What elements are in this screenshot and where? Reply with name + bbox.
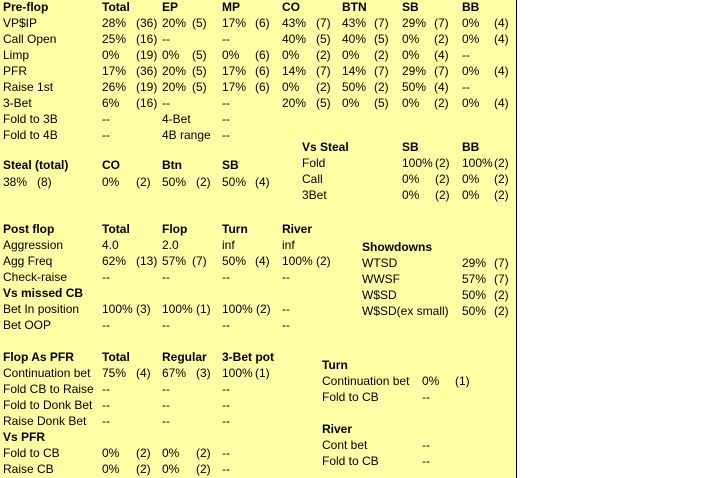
steal-header: Steal (total) xyxy=(3,158,69,172)
vs-missed-cb-cell-count: (1) xyxy=(196,302,211,316)
postflop-header: Flop xyxy=(162,222,188,236)
preflop-cell-value: 17% xyxy=(222,64,247,78)
postflop-header: Post flop xyxy=(3,222,55,236)
preflop-cell-count: (7) xyxy=(374,16,389,30)
flop-pfr-cell-value: 67% xyxy=(162,366,187,380)
vs-missed-cb-cell-value: -- xyxy=(282,302,290,316)
postflop-header: Total xyxy=(102,222,130,236)
showdown-row-value: 29% xyxy=(462,256,487,270)
postflop-cell-count: (7) xyxy=(192,254,207,268)
preflop-cell-count: (36) xyxy=(136,64,158,78)
vs-pfr-row-label: Fold to CB xyxy=(3,446,60,460)
preflop-cell-count: (19) xyxy=(136,48,158,62)
preflop-cell-count: (2) xyxy=(374,80,389,94)
postflop-cell-value: inf xyxy=(282,238,295,252)
preflop-cell-value: 20% xyxy=(162,80,187,94)
vs-missed-cb-cell-value: -- xyxy=(282,318,290,332)
flop-pfr-cell-value: -- xyxy=(222,414,230,428)
preflop-cell-count: (5) xyxy=(192,80,207,94)
four-bet-value: -- xyxy=(222,112,230,126)
vs-steal-cell-value: 100% xyxy=(462,156,493,170)
river-title: River xyxy=(322,422,353,436)
steal-cell-value: 50% xyxy=(222,175,247,189)
preflop-cell-value: -- xyxy=(162,96,170,110)
flop-pfr-cell-value: 100% xyxy=(222,366,253,380)
preflop-cell-value: 25% xyxy=(102,32,127,46)
preflop-cell-value: 20% xyxy=(162,16,187,30)
flop-pfr-row-label: Raise Donk Bet xyxy=(3,414,87,428)
postflop-cell-count: (4) xyxy=(255,254,270,268)
river-row-value: -- xyxy=(422,454,430,468)
steal-cell-value: 38% xyxy=(3,175,28,189)
preflop-header: BTN xyxy=(342,0,367,14)
preflop-row-label: PFR xyxy=(3,64,27,78)
turn-row-label: Continuation bet xyxy=(322,374,410,388)
vs-pfr-row-label: Raise CB xyxy=(3,462,54,476)
vs-pfr-cell-value: -- xyxy=(222,462,230,476)
preflop-cell-value: 6% xyxy=(102,96,120,110)
preflop-cell-value: 0% xyxy=(162,48,180,62)
preflop-cell-value: 14% xyxy=(342,64,367,78)
flop-pfr-cell-value: -- xyxy=(222,382,230,396)
steal-cell-count: (2) xyxy=(136,175,151,189)
preflop-cell-count: (19) xyxy=(136,80,158,94)
steal-header: SB xyxy=(222,158,239,172)
showdown-row-label: WTSD xyxy=(362,256,398,270)
vs-missed-cb-cell-value: 100% xyxy=(162,302,193,316)
preflop-cell-value: -- xyxy=(462,48,470,62)
vs-steal-cell-count: (2) xyxy=(494,156,509,170)
postflop-cell-value: -- xyxy=(282,270,290,284)
showdown-row-label: WWSF xyxy=(362,272,400,286)
preflop-row-label: 3-Bet xyxy=(3,96,32,110)
postflop-cell-value: 2.0 xyxy=(162,238,179,252)
showdown-row-label: W$SD(ex small) xyxy=(362,304,449,318)
preflop-cell-value: 28% xyxy=(102,16,127,30)
vs-steal-cell-count: (2) xyxy=(494,172,509,186)
fold-to-3b-value: -- xyxy=(102,112,110,126)
vs-steal-row-label: Call xyxy=(302,172,323,186)
four-bet-label: 4-Bet xyxy=(162,112,191,126)
preflop-cell-count: (7) xyxy=(316,64,331,78)
preflop-header: EP xyxy=(162,0,179,14)
preflop-cell-value: 0% xyxy=(462,16,480,30)
turn-title: Turn xyxy=(322,358,348,372)
river-row-label: Cont bet xyxy=(322,438,368,452)
vs-pfr-cell-value: 0% xyxy=(102,446,120,460)
fold-to-4b-label: Fold to 4B xyxy=(3,128,58,142)
preflop-cell-value: 50% xyxy=(342,80,367,94)
preflop-cell-value: 0% xyxy=(282,80,300,94)
preflop-row-label: Call Open xyxy=(3,32,57,46)
postflop-cell-value: -- xyxy=(222,270,230,284)
preflop-cell-count: (36) xyxy=(136,16,158,30)
turn-row-value: -- xyxy=(422,390,430,404)
vs-missed-cb-cell-value: -- xyxy=(222,318,230,332)
postflop-cell-value: 50% xyxy=(222,254,247,268)
steal-header: Btn xyxy=(162,158,182,172)
postflop-cell-count: (13) xyxy=(136,254,158,268)
vs-missed-cb-row-label: Bet OOP xyxy=(3,318,52,332)
vs-steal-cell-count: (2) xyxy=(435,172,450,186)
preflop-header: CO xyxy=(282,0,300,14)
postflop-cell-value: -- xyxy=(102,270,110,284)
preflop-row-label: Limp xyxy=(3,48,30,62)
preflop-cell-count: (7) xyxy=(434,64,449,78)
preflop-cell-value: 40% xyxy=(282,32,307,46)
preflop-cell-count: (4) xyxy=(494,64,509,78)
steal-cell-count: (8) xyxy=(37,175,52,189)
steal-cell-count: (4) xyxy=(255,175,270,189)
preflop-cell-value: 20% xyxy=(162,64,187,78)
postflop-cell-value: 4.0 xyxy=(102,238,119,252)
preflop-cell-value: 20% xyxy=(282,96,307,110)
fold-to-3b-label: Fold to 3B xyxy=(3,112,58,126)
preflop-cell-value: 0% xyxy=(462,64,480,78)
preflop-cell-count: (4) xyxy=(494,32,509,46)
flop-pfr-row-label: Fold CB to Raise xyxy=(3,382,94,396)
vs-missed-cb-row-label: Bet In position xyxy=(3,302,80,316)
steal-cell-value: 0% xyxy=(102,175,120,189)
preflop-cell-count: (5) xyxy=(316,96,331,110)
river-row-value: -- xyxy=(422,438,430,452)
vs-pfr-cell-count: (2) xyxy=(196,462,211,476)
river-row-label: Fold to CB xyxy=(322,454,379,468)
preflop-row-label: Raise 1st xyxy=(3,80,54,94)
flop-pfr-cell-value: -- xyxy=(162,414,170,428)
vs-steal-cell-value: 0% xyxy=(402,188,420,202)
vs-missed-cb-cell-value: -- xyxy=(102,318,110,332)
vs-steal-cell-value: 0% xyxy=(462,172,480,186)
preflop-header: Total xyxy=(102,0,130,14)
preflop-cell-count: (2) xyxy=(316,48,331,62)
flop-pfr-row-label: Continuation bet xyxy=(3,366,91,380)
flop-pfr-row-label: Fold to Donk Bet xyxy=(3,398,93,412)
preflop-cell-count: (2) xyxy=(434,32,449,46)
preflop-cell-count: (7) xyxy=(434,16,449,30)
vs-pfr-cell-value: 0% xyxy=(102,462,120,476)
preflop-cell-value: -- xyxy=(222,96,230,110)
preflop-cell-count: (16) xyxy=(136,96,158,110)
flop-pfr-cell-value: -- xyxy=(102,414,110,428)
preflop-cell-count: (5) xyxy=(374,32,389,46)
vs-missed-cb-title: Vs missed CB xyxy=(3,286,84,300)
steal-cell-value: 50% xyxy=(162,175,187,189)
preflop-cell-value: 14% xyxy=(282,64,307,78)
postflop-header: River xyxy=(282,222,313,236)
four-bet-range-value: -- xyxy=(222,128,230,142)
vs-steal-cell-count: (2) xyxy=(435,156,450,170)
preflop-cell-count: (4) xyxy=(494,16,509,30)
preflop-cell-count: (4) xyxy=(494,96,509,110)
vs-steal-header: BB xyxy=(462,140,480,154)
flop-pfr-header: Total xyxy=(102,350,130,364)
showdown-row-value: 50% xyxy=(462,288,487,302)
preflop-cell-count: (4) xyxy=(434,80,449,94)
postflop-cell-value: -- xyxy=(162,270,170,284)
turn-row-count: (1) xyxy=(455,374,470,388)
preflop-cell-count: (7) xyxy=(316,16,331,30)
flop-pfr-cell-value: 75% xyxy=(102,366,127,380)
showdown-row-value: 57% xyxy=(462,272,487,286)
vs-pfr-cell-count: (2) xyxy=(136,462,151,476)
vs-steal-cell-value: 0% xyxy=(402,172,420,186)
preflop-cell-count: (2) xyxy=(434,96,449,110)
flop-pfr-cell-count: (3) xyxy=(196,366,211,380)
vs-missed-cb-cell-value: 100% xyxy=(222,302,253,316)
vs-pfr-title: Vs PFR xyxy=(3,430,46,444)
postflop-row-label: Check-raise xyxy=(3,270,68,284)
vs-steal-row-label: 3Bet xyxy=(302,188,327,202)
preflop-cell-count: (5) xyxy=(192,16,207,30)
preflop-cell-count: (5) xyxy=(374,96,389,110)
vs-missed-cb-cell-count: (3) xyxy=(136,302,151,316)
preflop-cell-value: 0% xyxy=(342,96,360,110)
preflop-cell-value: 0% xyxy=(222,48,240,62)
flop-pfr-cell-value: -- xyxy=(162,382,170,396)
postflop-row-label: Agg Freq xyxy=(3,254,53,268)
showdown-row-count: (7) xyxy=(494,272,509,286)
vs-pfr-cell-value: 0% xyxy=(162,446,180,460)
preflop-cell-count: (5) xyxy=(316,32,331,46)
preflop-cell-count: (6) xyxy=(255,80,270,94)
preflop-cell-value: 0% xyxy=(342,48,360,62)
vs-missed-cb-cell-value: 100% xyxy=(102,302,133,316)
postflop-header: Turn xyxy=(222,222,248,236)
preflop-cell-value: -- xyxy=(222,32,230,46)
flop-pfr-header: 3-Bet pot xyxy=(222,350,274,364)
flop-pfr-cell-count: (4) xyxy=(136,366,151,380)
turn-row-label: Fold to CB xyxy=(322,390,379,404)
preflop-cell-count: (5) xyxy=(192,48,207,62)
preflop-cell-value: 43% xyxy=(282,16,307,30)
preflop-cell-value: 0% xyxy=(402,48,420,62)
vs-pfr-cell-count: (2) xyxy=(196,446,211,460)
flop-pfr-cell-value: -- xyxy=(222,398,230,412)
preflop-cell-count: (16) xyxy=(136,32,158,46)
steal-cell-count: (2) xyxy=(196,175,211,189)
preflop-cell-count: (6) xyxy=(255,48,270,62)
flop-pfr-header: Regular xyxy=(162,350,207,364)
preflop-header: BB xyxy=(462,0,480,14)
showdown-row-count: (7) xyxy=(494,256,509,270)
vs-pfr-cell-count: (2) xyxy=(136,446,151,460)
turn-row-value: 0% xyxy=(422,374,440,388)
preflop-cell-count: (4) xyxy=(434,48,449,62)
preflop-cell-count: (6) xyxy=(255,64,270,78)
postflop-cell-value: 62% xyxy=(102,254,127,268)
preflop-row-label: VP$IP xyxy=(3,16,38,30)
preflop-cell-value: 29% xyxy=(402,16,427,30)
vs-steal-header: Vs Steal xyxy=(302,140,349,154)
preflop-cell-value: 17% xyxy=(102,64,127,78)
preflop-cell-value: 43% xyxy=(342,16,367,30)
vs-steal-cell-value: 100% xyxy=(402,156,433,170)
showdown-row-count: (2) xyxy=(494,288,509,302)
preflop-cell-value: 0% xyxy=(462,32,480,46)
vs-pfr-cell-value: 0% xyxy=(162,462,180,476)
preflop-cell-count: (2) xyxy=(316,80,331,94)
preflop-cell-count: (6) xyxy=(255,16,270,30)
preflop-cell-value: 0% xyxy=(102,48,120,62)
flop-pfr-cell-value: -- xyxy=(102,398,110,412)
preflop-cell-value: 50% xyxy=(402,80,427,94)
flop-pfr-header: Flop As PFR xyxy=(3,350,74,364)
preflop-cell-value: 0% xyxy=(462,96,480,110)
preflop-header: Pre-flop xyxy=(3,0,49,14)
preflop-cell-value: 0% xyxy=(402,32,420,46)
preflop-cell-value: 29% xyxy=(402,64,427,78)
preflop-cell-value: 17% xyxy=(222,16,247,30)
preflop-cell-value: 26% xyxy=(102,80,127,94)
vs-steal-header: SB xyxy=(402,140,419,154)
showdown-row-value: 50% xyxy=(462,304,487,318)
vs-steal-cell-count: (2) xyxy=(494,188,509,202)
four-bet-range-label: 4B range xyxy=(162,128,211,142)
postflop-cell-value: 100% xyxy=(282,254,313,268)
preflop-cell-value: -- xyxy=(162,32,170,46)
showdown-row-count: (2) xyxy=(494,304,509,318)
preflop-header: MP xyxy=(222,0,240,14)
preflop-cell-value: -- xyxy=(462,80,470,94)
preflop-cell-count: (5) xyxy=(192,64,207,78)
vs-steal-cell-value: 0% xyxy=(462,188,480,202)
postflop-cell-value: 57% xyxy=(162,254,187,268)
vs-missed-cb-cell-value: -- xyxy=(162,318,170,332)
preflop-cell-value: 40% xyxy=(342,32,367,46)
showdowns-title: Showdowns xyxy=(362,240,432,254)
flop-pfr-cell-value: -- xyxy=(162,398,170,412)
steal-header: CO xyxy=(102,158,120,172)
flop-pfr-cell-value: -- xyxy=(102,382,110,396)
postflop-cell-count: (2) xyxy=(316,254,331,268)
vs-steal-row-label: Fold xyxy=(302,156,326,170)
postflop-row-label: Aggression xyxy=(3,238,64,252)
vs-pfr-cell-value: -- xyxy=(222,446,230,460)
fold-to-4b-value: -- xyxy=(102,128,110,142)
preflop-cell-value: 0% xyxy=(402,96,420,110)
postflop-cell-value: inf xyxy=(222,238,235,252)
preflop-cell-value: 17% xyxy=(222,80,247,94)
vs-steal-cell-count: (2) xyxy=(435,188,450,202)
showdown-row-label: W$SD xyxy=(362,288,397,302)
preflop-cell-count: (2) xyxy=(374,48,389,62)
flop-pfr-cell-count: (1) xyxy=(255,366,270,380)
preflop-cell-count: (7) xyxy=(374,64,389,78)
preflop-header: SB xyxy=(402,0,419,14)
preflop-cell-value: 0% xyxy=(282,48,300,62)
vs-missed-cb-cell-count: (2) xyxy=(256,302,271,316)
